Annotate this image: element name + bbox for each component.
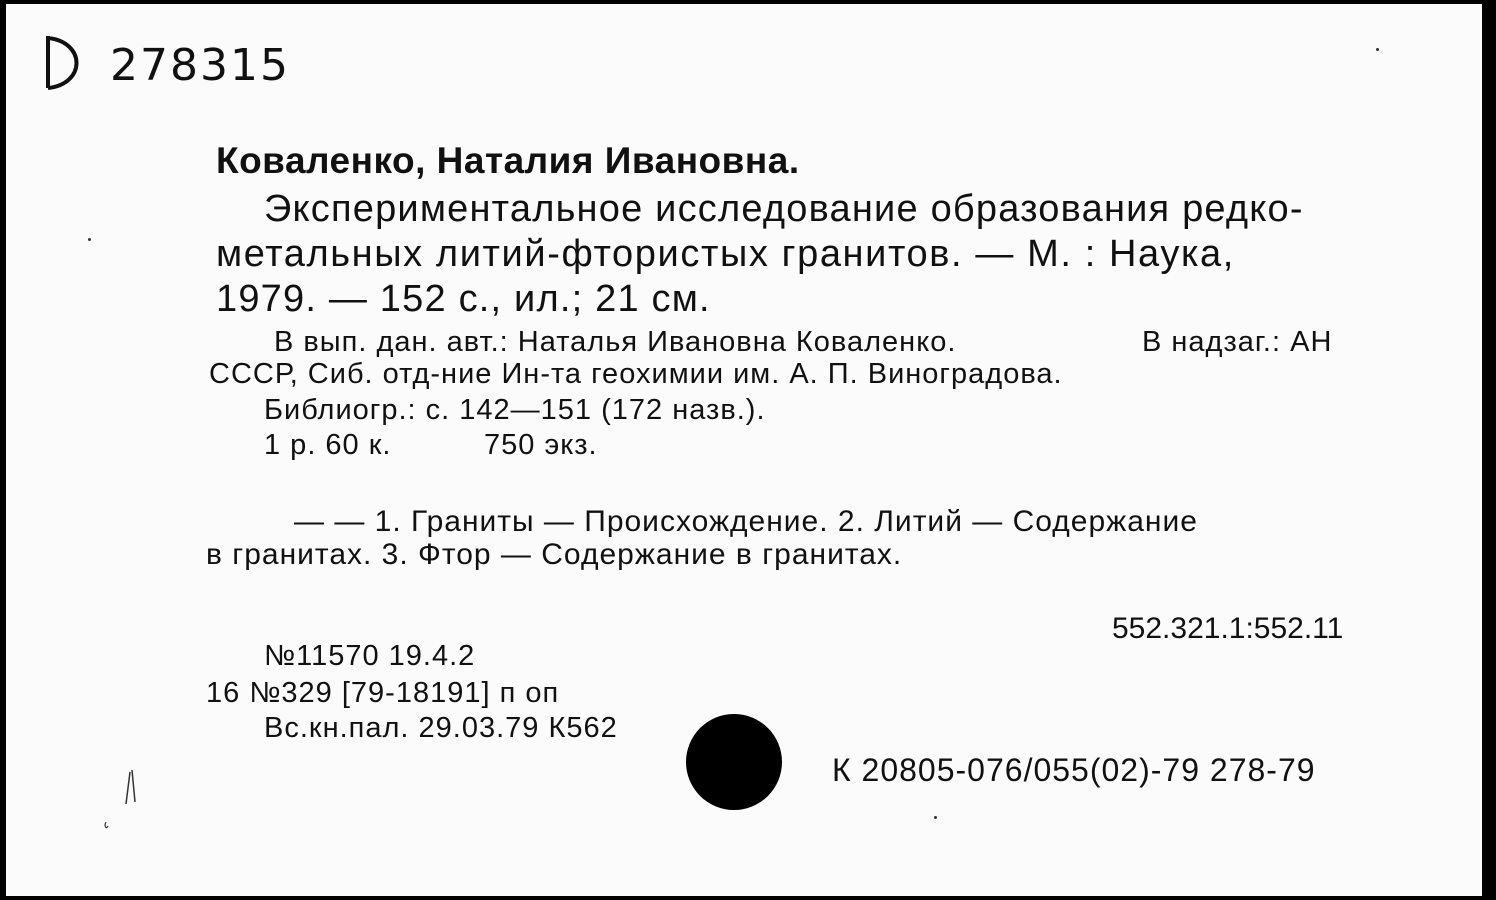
author-heading: Коваленко, Наталия Ивановна.: [216, 140, 800, 181]
catalog-line-3: Вс.кн.пал. 29.03.79 К562: [264, 712, 618, 744]
note-price: 1 р. 60 к.: [264, 429, 392, 461]
note-print-run: 750 экз.: [484, 429, 598, 461]
stamp-d-mark: [42, 32, 88, 92]
title-line-3: 1979. — 152 с., ил.; 21 см.: [216, 278, 711, 320]
bbk-code: К 20805-076/055(02)-79 278-79: [832, 752, 1316, 788]
catalog-line-2: 16 №329 [79-18191] п оп: [206, 677, 560, 709]
scan-border-bottom: [0, 896, 1496, 900]
catalog-line-1: №11570 19.4.2: [264, 640, 476, 672]
note-bibliography: Библиогр.: с. 142—151 (172 назв.).: [264, 394, 766, 426]
subject-headings-line-2: в гранитах. 3. Фтор — Содержание в гранитах.: [206, 538, 903, 571]
pencil-mark: [102, 764, 142, 834]
udc-code: 552.321.1:552.11: [1112, 612, 1344, 645]
stamp-number: 278315: [110, 40, 290, 91]
note-series-heading: В надзаг.: АН: [1142, 326, 1333, 358]
scan-border-right: [1482, 0, 1496, 900]
ink-speck: [1376, 48, 1379, 51]
punch-hole: [686, 714, 782, 810]
call-number-stamp: [42, 32, 290, 92]
note-author-statement: В вып. дан. авт.: Наталья Ивановна Коваленко.: [274, 326, 957, 358]
subject-headings-line-1: — — 1. Граниты — Происхождение. 2. Литий — Содержание: [294, 505, 1198, 538]
ink-speck: [88, 238, 91, 241]
ink-speck: [934, 816, 937, 819]
note-institution: СССР, Сиб. отд-ние Ин-та геохимии им. А. П. Виноградова.: [209, 358, 1063, 390]
title-line-2: метальных литий-фтористых гранитов. — М. : Наука,: [216, 233, 1235, 275]
catalog-card: [6, 4, 1482, 896]
title-line-1: Экспериментальное исследование образования редко-: [264, 188, 1304, 230]
